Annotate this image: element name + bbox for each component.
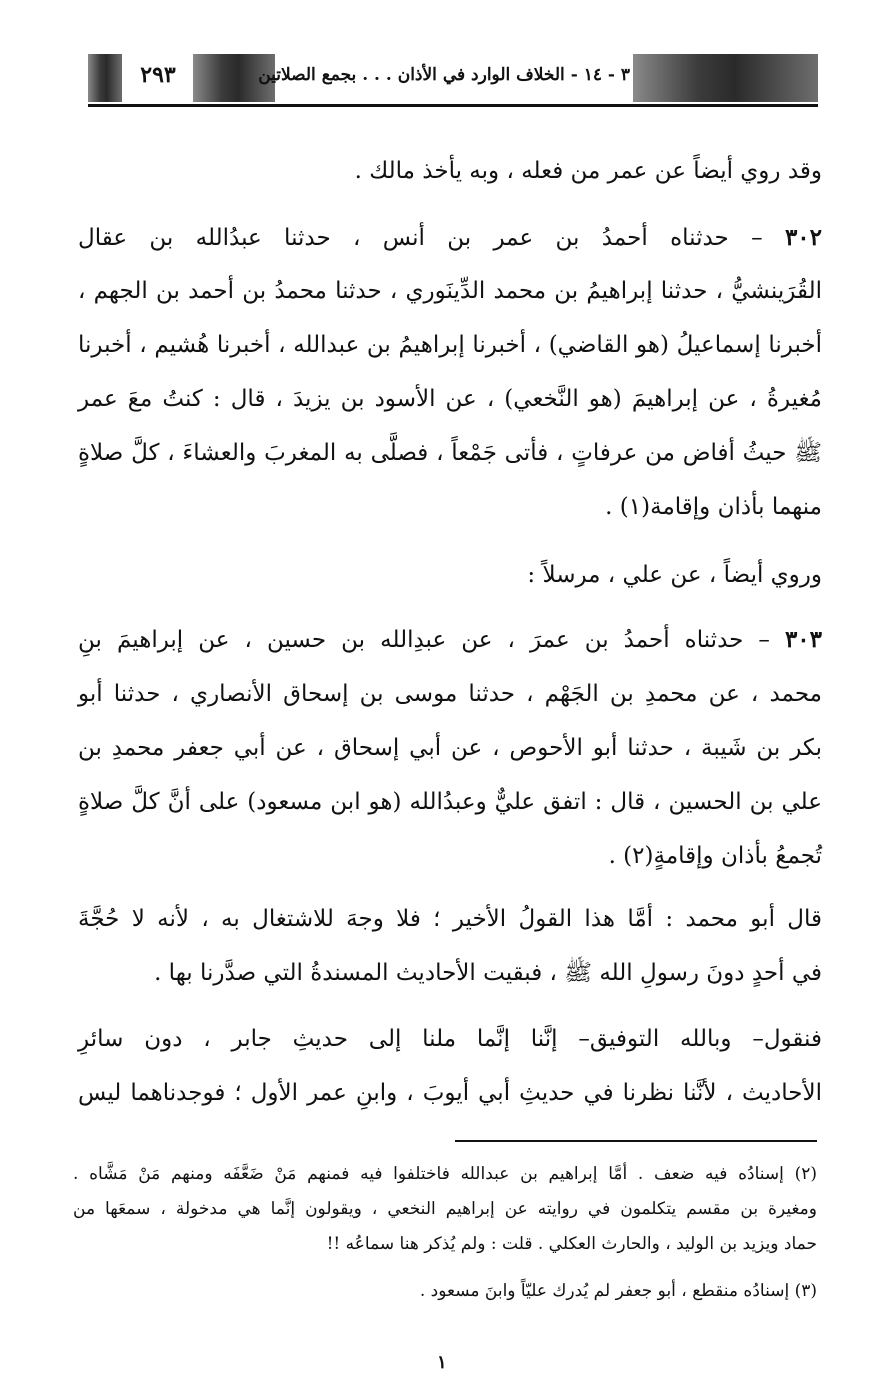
- text-line: [78, 628, 822, 652]
- text-line: [78, 226, 822, 250]
- running-title: ٣ - ١٤ - الخلاف الوارد في الأذان . . . بجمع الصلاتين: [258, 65, 630, 85]
- hadith-number: ٣٠٢: [784, 224, 822, 251]
- text-line: قال أبو محمد : أمَّا هذا القولُ الأخير ؛ فلا وجهَ للاشتغال به ، لأنه لا حُجَّةَ: [78, 906, 822, 932]
- footnote-rule: [455, 1140, 817, 1142]
- text-line: محمد ، عن محمدِ بن الجَهْم ، حدثنا موسى بن إسحاق الأنصاري ، حدثنا أبو: [78, 681, 822, 707]
- footnote-line: (٢) إسنادُه فيه ضعف . أمَّا إبراهيم بن عبدالله فاختلفوا فيه فمنهم مَنْ ضَعَّفَه ومنهم مَنْ مَشَّاه .: [73, 1164, 817, 1184]
- header-decoration-left: [88, 54, 122, 102]
- footnote-line: (٣) إسنادُه منقطع ، أبو جعفر لم يُدرك عليّاً وابنَ مسعود .: [419, 1281, 817, 1301]
- footnote-line: حماد ويزيد بن الوليد ، والحارث العكلي . قلت : ولم يُذكر هنا سماعُه !!: [326, 1234, 817, 1254]
- running-header: [88, 50, 818, 108]
- text-line-content: – حدثناه أحمدُ بن عمرَ ، عن عبدِالله بن حسين ، عن إبراهيمَ بنِ: [78, 627, 770, 653]
- text-line: بكر بن شَيبة ، حدثنا أبو الأحوص ، عن أبي إسحاق ، عن أبي جعفر محمدِ بن: [78, 735, 822, 761]
- hadith-number: ٣٠٣: [784, 626, 823, 653]
- bottom-mark: ١: [437, 1352, 447, 1373]
- text-line: مُغيرةُ ، عن إبراهيمَ (هو النَّخعي) ، عن الأسود بن يزيدَ ، قال : كنتُ معَ عمر: [78, 386, 822, 412]
- page-number: ٢٩٣: [140, 62, 176, 88]
- text-line: القُرَينشيُّ ، حدثنا إبراهيمُ بن محمد الدِّينَوري ، حدثنا محمدُ بن أحمد بن الجهم ،: [78, 278, 822, 304]
- text-line: وقد روي أيضاً عن عمر من فعله ، وبه يأخذ مالك .: [354, 158, 822, 184]
- text-line: الأحاديث ، لأنَّنا نظرنا في حديثِ أبي أيوبَ ، وابنِ عمر الأول ؛ فوجدناهما ليس: [78, 1080, 822, 1106]
- text-line: أخبرنا إسماعيلُ (هو القاضي) ، أخبرنا إبراهيمُ بن عبدالله ، أخبرنا هُشيم ، أخبرنا: [78, 332, 822, 358]
- text-line: في أحدٍ دونَ رسولِ الله ﷺ ، فبقيت الأحاديث المسندةُ التي صدَّرنا بها .: [154, 960, 822, 986]
- text-line: علي بن الحسين ، قال : اتفق عليٌّ وعبدُالله (هو ابن مسعود) على أنَّ كلَّ صلاةٍ: [78, 789, 822, 815]
- text-line: فنقول– وبالله التوفيق– إنَّنا إنَّما ملنا إلى حديثِ جابر ، دون سائرِ: [78, 1026, 822, 1052]
- footnote-line: ومغيرة بن مقسم يتكلمون في روايته عن إبراهيم النخعي ، ويقولون إنَّما هي مدخولة ، سمعَها من: [73, 1199, 817, 1219]
- text-line: ﷺ حيثُ أفاض من عرفاتٍ ، فأتى جَمْعاً ، فصلَّى به المغربَ والعشاءَ ، كلَّ صلاةٍ: [78, 440, 822, 466]
- header-decoration-right: [633, 54, 818, 102]
- text-line-content: – حدثناه أحمدُ بن عمر بن أنس ، حدثنا عبدُالله بن عقال: [78, 225, 763, 251]
- header-rule: [88, 104, 818, 107]
- text-line: تُجمعُ بأذان وإقامةٍ(٢) .: [608, 843, 822, 869]
- text-line: منهما بأذان وإقامة(١) .: [605, 494, 822, 520]
- text-line: وروي أيضاً ، عن علي ، مرسلاً :: [527, 562, 822, 588]
